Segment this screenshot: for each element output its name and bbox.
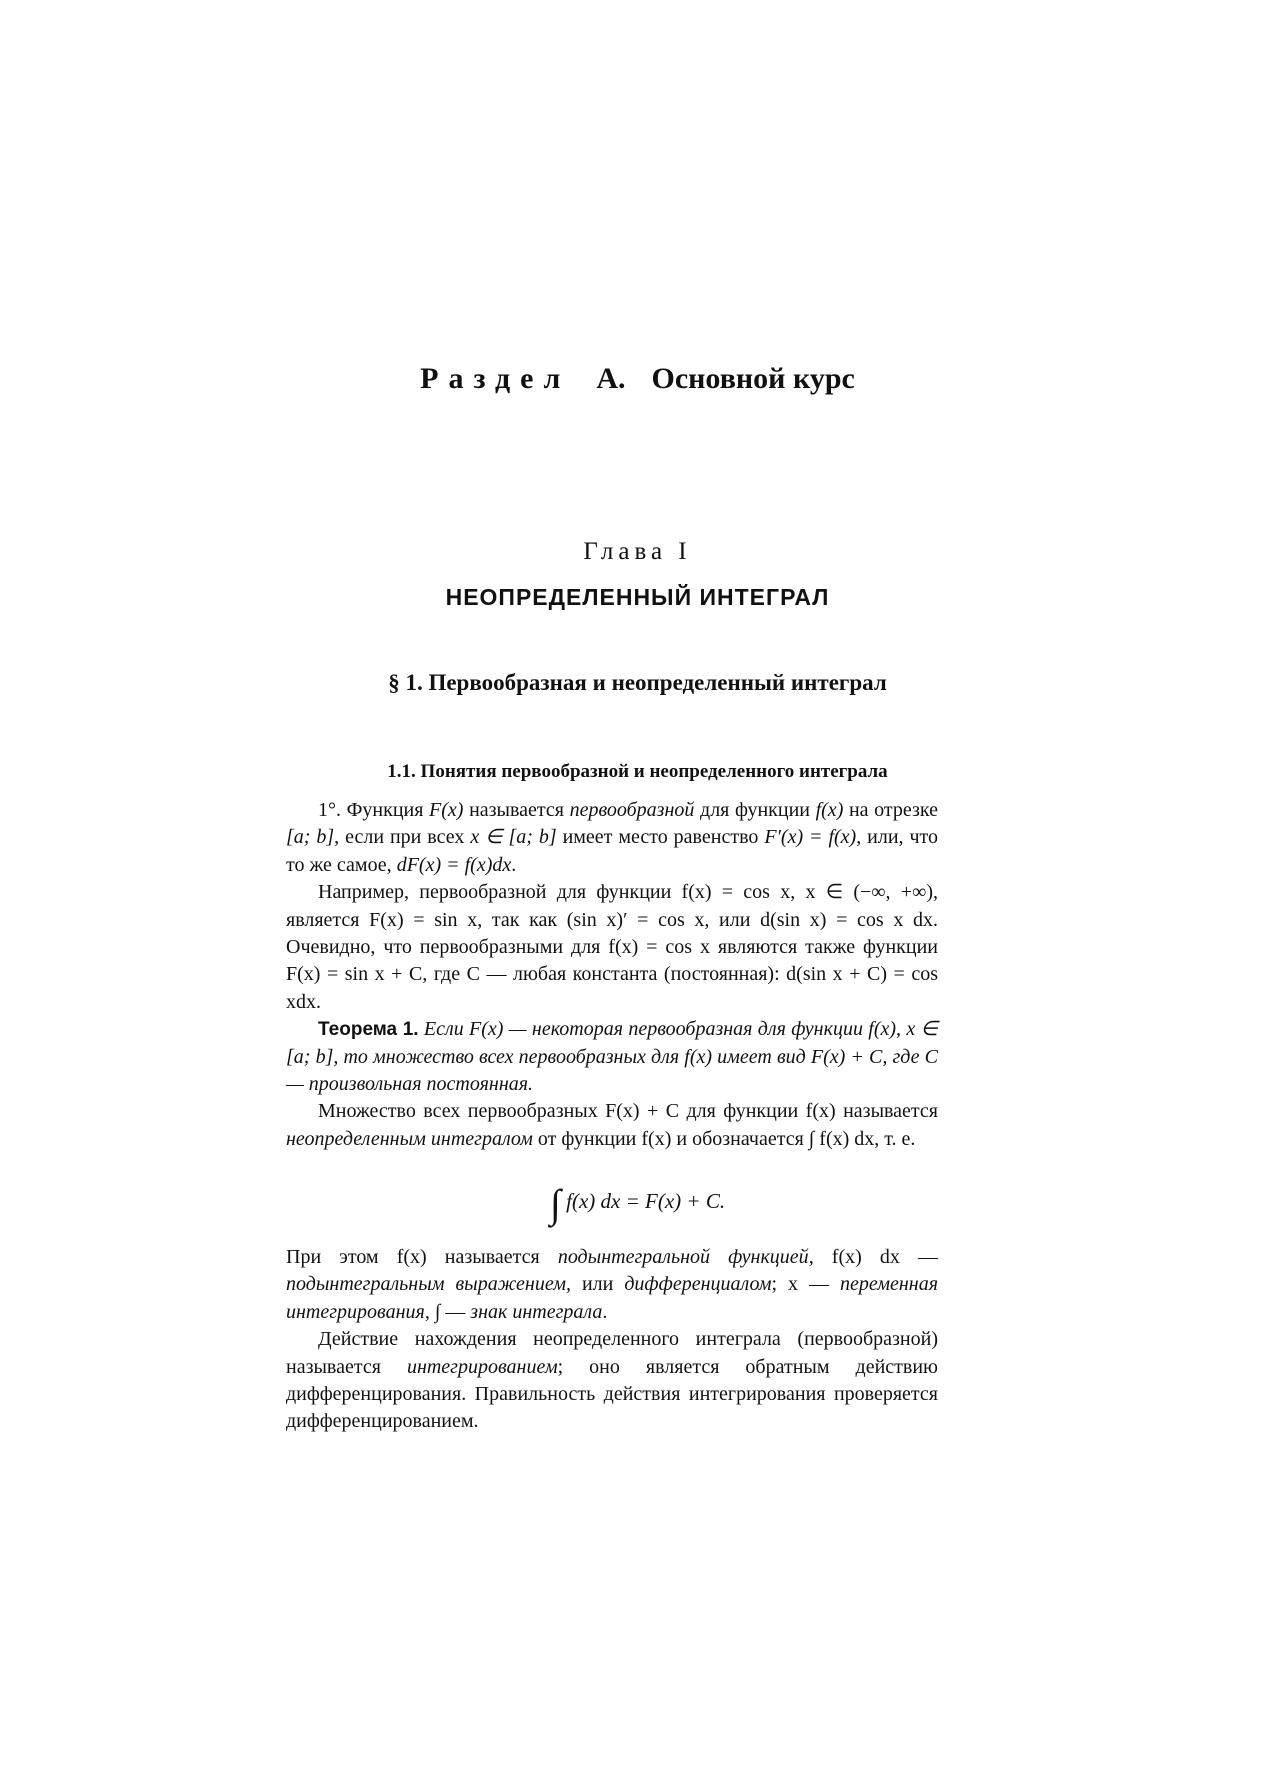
part-label: Раздел <box>420 362 571 395</box>
section-title: § 1. Первообразная и неопределенный интеграл <box>388 670 887 695</box>
paragraph-indefinite-integral: Множество всех первообразных F(x) + C для функции f(x) называется неопределенным интегралом от функции f(x) и обозначается ∫ f(x) dx, т. е. <box>286 1100 938 1150</box>
part-letter: А. <box>596 362 626 395</box>
paragraph-integration: Действие нахождения неопределенного интеграла (первообразной) называется интегрированием; оно является обратным действию дифференцирования. Правильность действия интегрирования проверяется дифференцированием. <box>286 1328 938 1433</box>
formula-expression: f(x) dx = F(x) + C. <box>566 1189 726 1213</box>
theorem-text: Если F(x) — некоторая первообразная для функции f(x), x ∈ [a; b], то множество всех первообразных для f(x) имеет вид F(x) + C, где C — произвольная постоянная. <box>286 1018 938 1096</box>
part-name: Основной курс <box>651 362 855 395</box>
chapter-title: НЕОПРЕДЕЛЕННЫЙ ИНТЕГРАЛ <box>445 584 830 610</box>
paragraph-terms: При этом f(x) называется подынтегральной функцией, f(x) dx — подынтегральным выражением, или дифференциалом; x — переменная интегрирования, ∫ — знак интеграла. <box>286 1246 938 1323</box>
chapter-label: Глава I <box>583 538 692 565</box>
paragraph-definition: 1°. Функция F(x) называется первообразной для функции f(x) на отрезке [a; b], если при всех x ∈ [a; b] имеет место равенство F′(x) = f(x), или, что то же самое, dF(x) = f(x)dx. <box>286 799 939 876</box>
part-title <box>0 362 1275 396</box>
paragraph-example: Например, первообразной для функции f(x) = cos x, x ∈ (−∞, +∞), является F(x) = sin x, так как (sin x)′ = cos x, или d(sin x) = cos x dx. Очевидно, что первообразными для f(x) = cos x являются также функции F(x) = sin x + C, где C — любая константа (постоянная): d(sin x + C) = cos xdx. <box>286 881 938 1013</box>
body-text-lower <box>286 1244 938 1436</box>
subsection-title: 1.1. Понятия первообразной и неопределенного интеграла <box>387 761 888 782</box>
body-text-upper <box>286 797 938 1153</box>
theorem-1 <box>286 1016 938 1098</box>
integral-formula <box>0 1180 1275 1227</box>
integral-sign: ∫ <box>549 1181 561 1226</box>
theorem-heading: Теорема 1. <box>318 1019 419 1041</box>
